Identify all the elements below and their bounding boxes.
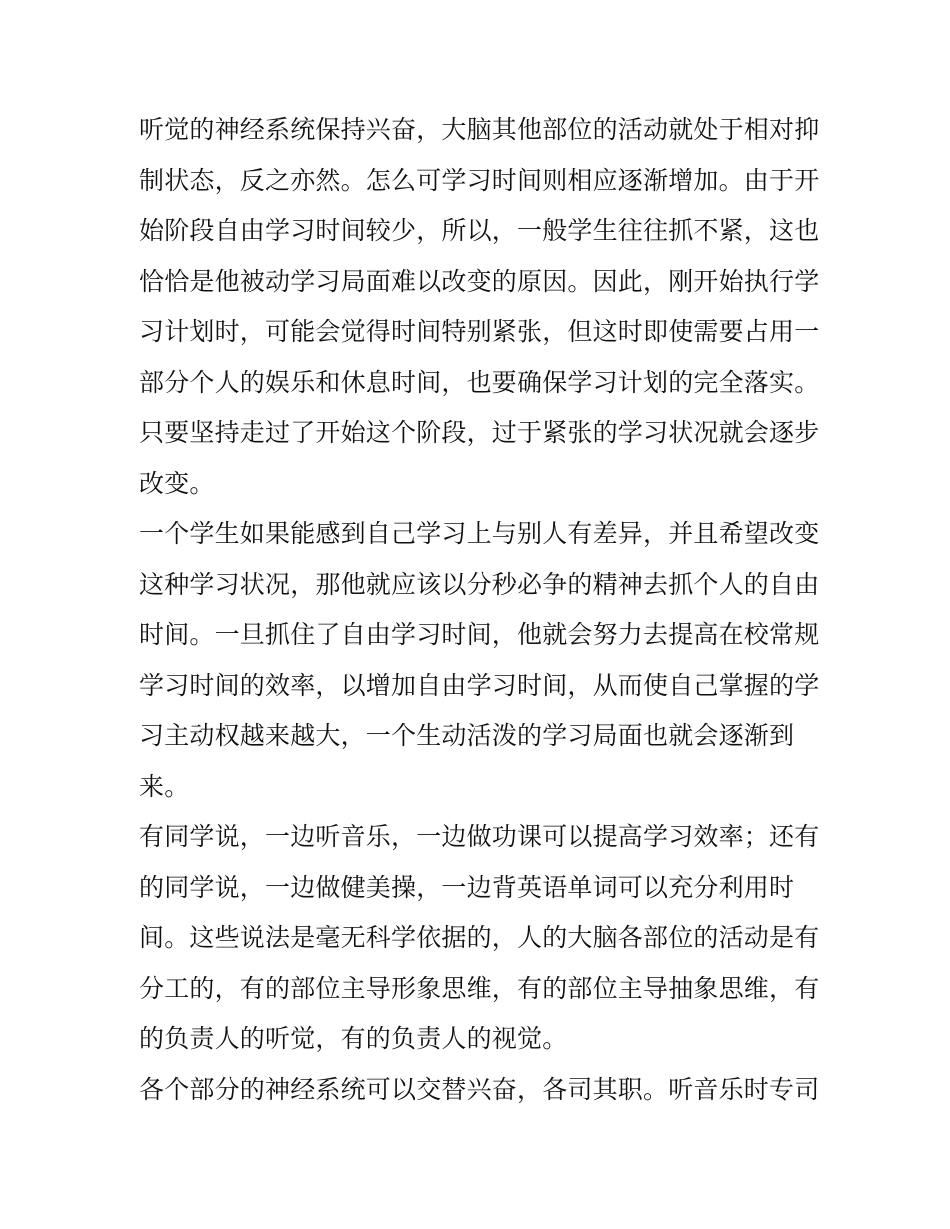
text-line: 时间。一旦抓住了自由学习时间，他就会努力去提高在校常规 bbox=[139, 620, 820, 649]
text-line: 分工的，有的部位主导形象思维，有的部位主导抽象思维，有 bbox=[139, 973, 820, 1003]
text-line: 各个部分的神经系统可以交替兴奋，各司其职。听音乐时专司 bbox=[139, 1074, 820, 1104]
text-line: 改变。 bbox=[139, 468, 215, 498]
text-line: 听觉的神经系统保持兴奋，大脑其他部位的活动就处于相对抑 bbox=[139, 115, 820, 144]
paragraph bbox=[139, 509, 819, 812]
text-line: 有同学说，一边听音乐，一边做功课可以提高学习效率；还有 bbox=[139, 822, 820, 851]
text-line: 制状态，反之亦然。怎么可学习时间则相应逐渐增加。由于开 bbox=[139, 165, 820, 195]
paragraph bbox=[139, 1065, 819, 1116]
text-line: 恰恰是他被动学习局面难以改变的原因。因此，刚开始执行学 bbox=[139, 266, 820, 296]
text-line: 学习时间的效率，以增加自由学习时间，从而使自己掌握的学 bbox=[139, 670, 820, 700]
text-line: 的同学说，一边做健美操，一边背英语单词可以充分利用时 bbox=[139, 872, 795, 902]
text-line: 习计划时，可能会觉得时间特别紧张，但这时即使需要占用一 bbox=[139, 317, 820, 346]
text-line: 来。 bbox=[139, 771, 190, 801]
text-line: 习主动权越来越大，一个生动活泼的学习局面也就会逐渐到 bbox=[139, 721, 795, 750]
text-line: 只要坚持走过了开始这个阶段，过于紧张的学习状况就会逐步 bbox=[139, 418, 820, 447]
document-body bbox=[139, 105, 819, 1115]
text-line: 部分个人的娱乐和休息时间，也要确保学习计划的完全落实。 bbox=[139, 367, 820, 397]
text-line: 间。这些说法是毫无科学依据的，人的大脑各部位的活动是有 bbox=[139, 923, 820, 952]
paragraph bbox=[139, 812, 819, 1065]
text-line: 的负责人的听觉，有的负责人的视觉。 bbox=[139, 1024, 568, 1053]
paragraph bbox=[139, 105, 819, 509]
text-line: 始阶段自由学习时间较少，所以，一般学生往往抓不紧，这也 bbox=[139, 216, 820, 245]
text-line: 这种学习状况，那他就应该以分秒必争的精神去抓个人的自由 bbox=[139, 569, 820, 599]
text-line: 一个学生如果能感到自己学习上与别人有差异，并且希望改变 bbox=[139, 519, 820, 548]
